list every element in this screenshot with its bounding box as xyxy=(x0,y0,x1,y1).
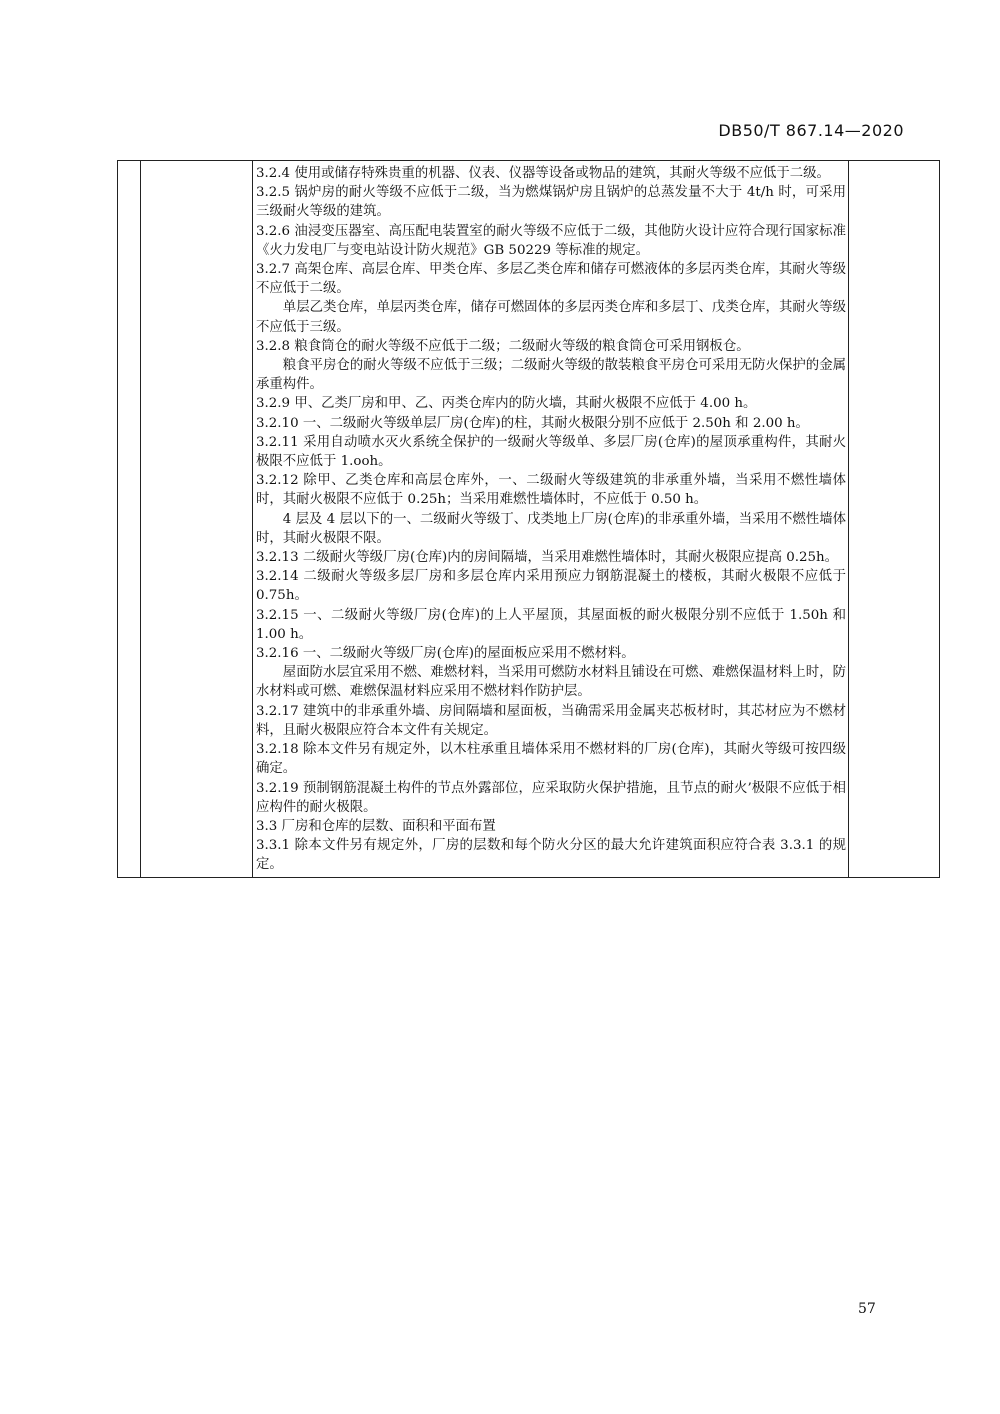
clause-paragraph: 3.2.10 一、二级耐火等级单层厂房(仓库)的柱，其耐火极限分别不应低于 2.50h 和 2.00 h。 xyxy=(256,415,809,431)
table-cell-content xyxy=(253,161,849,878)
clause-paragraph: 3.2.14 二级耐火等级多层厂房和多层仓库内采用预应力钢筋混凝土的楼板，其耐火极限不应低于 0.75h。 xyxy=(256,569,846,604)
clause-paragraph: 3.2.11 采用自动喷水灭火系统全保护的一级耐火等级单、多层厂房(仓库)的屋顶承重构件，其耐火极限不应低于 1.ooh。 xyxy=(256,434,846,470)
clause-paragraph: 3.3 厂房和仓库的层数、面积和平面布置 xyxy=(256,818,496,834)
regulation-text xyxy=(253,161,848,877)
clause-paragraph: 3.2.13 二级耐火等级厂房(仓库)内的房间隔墙，当采用难燃性墙体时，其耐火极限应提高 0.25h。 xyxy=(256,550,839,566)
table-cell-col2 xyxy=(141,161,253,878)
table-row xyxy=(118,161,940,878)
standard-code-header: DB50/T 867.14—2020 xyxy=(718,121,904,140)
table-cell-col4 xyxy=(849,161,940,878)
clause-paragraph: 3.2.9 甲、乙类厂房和甲、乙、丙类仓库内的防火墙，其耐火极限不应低于 4.00 h。 xyxy=(256,396,757,412)
clause-paragraph: 单层乙类仓库，单层丙类仓库，储存可燃固体的多层丙类仓库和多层丁、戊类仓库，其耐火等级不应低于三级。 xyxy=(256,300,846,335)
table-cell-col1 xyxy=(118,161,141,878)
clause-paragraph: 3.2.19 预制钢筋混凝土构件的节点外露部位，应采取防火保护措施，且节点的耐火’极限不应低于相应构件的耐火极限。 xyxy=(256,780,846,815)
clause-paragraph: 屋面防水层宜采用不燃、难燃材料，当采用可燃防水材料且铺设在可燃、难燃保温材料上时，防水材料或可燃、难燃保温材料应采用不燃材料作防护层。 xyxy=(256,665,846,700)
clause-paragraph: 4 层及 4 层以下的一、二级耐火等级丁、戊类地上厂房(仓库)的非承重外墙，当采用不燃性墙体时，其耐火极限不限。 xyxy=(256,511,846,546)
clause-paragraph: 粮食平房仓的耐火等级不应低于三级；二级耐火等级的散装粮食平房仓可采用无防火保护的金属承重构件。 xyxy=(256,358,846,393)
clause-paragraph: 3.2.16 一、二级耐火等级厂房(仓库)的屋面板应采用不燃材料。 xyxy=(256,646,635,662)
clause-paragraph: 3.2.6 油浸变压器室、高压配电装置室的耐火等级不应低于二级，其他防火设计应符合现行国家标准《火力发电厂与变电站设计防火规范》GB 50229 等标准的规定。 xyxy=(256,223,846,258)
clause-paragraph: 3.2.15 一、二级耐火等级厂房(仓库)的上人平屋顶，其屋面板的耐火极限分别不应低于 1.50h 和 1.00 h。 xyxy=(256,607,846,642)
clause-paragraph: 3.2.18 除本文件另有规定外，以木柱承重且墙体采用不燃材料的厂房(仓库)，其耐火等级可按四级确定。 xyxy=(256,742,846,777)
clause-paragraph: 3.2.8 粮食筒仓的耐火等级不应低于二级；二级耐火等级的粮食筒仓可采用钢板仓。 xyxy=(256,338,750,354)
regulation-table xyxy=(117,160,940,878)
clause-paragraph: 3.2.7 高架仓库、高层仓库、甲类仓库、多层乙类仓库和储存可燃液体的多层丙类仓库，其耐火等级不应低于二级。 xyxy=(256,262,846,297)
clause-paragraph: 3.2.12 除甲、乙类仓库和高层仓库外，一、二级耐火等级建筑的非承重外墙，当采用不燃性墙体时，其耐火极限不应低于 0.25h；当采用难燃性墙体时，不应低于 0.50 h。 xyxy=(256,473,846,508)
clause-paragraph: 3.2.17 建筑中的非承重外墙、房间隔墙和屋面板，当确需采用金属夹芯板材时，其芯材应为不燃材料，且耐火极限应符合本文件有关规定。 xyxy=(256,703,846,738)
clause-paragraph: 3.2.5 锅炉房的耐火等级不应低于二级，当为燃煤锅炉房且锅炉的总蒸发量不大于 4t/h 时，可采用三级耐火等级的建筑。 xyxy=(256,185,846,220)
page-number: 57 xyxy=(858,1301,876,1317)
clause-paragraph: 3.3.1 除本文件另有规定外，厂房的层数和每个防火分区的最大允许建筑面积应符合表 3.3.1 的规定。 xyxy=(256,838,846,873)
clause-paragraph: 3.2.4 使用或储存特殊贵重的机器、仪表、仪器等设备或物品的建筑，其耐火等级不应低于二级。 xyxy=(256,166,830,181)
